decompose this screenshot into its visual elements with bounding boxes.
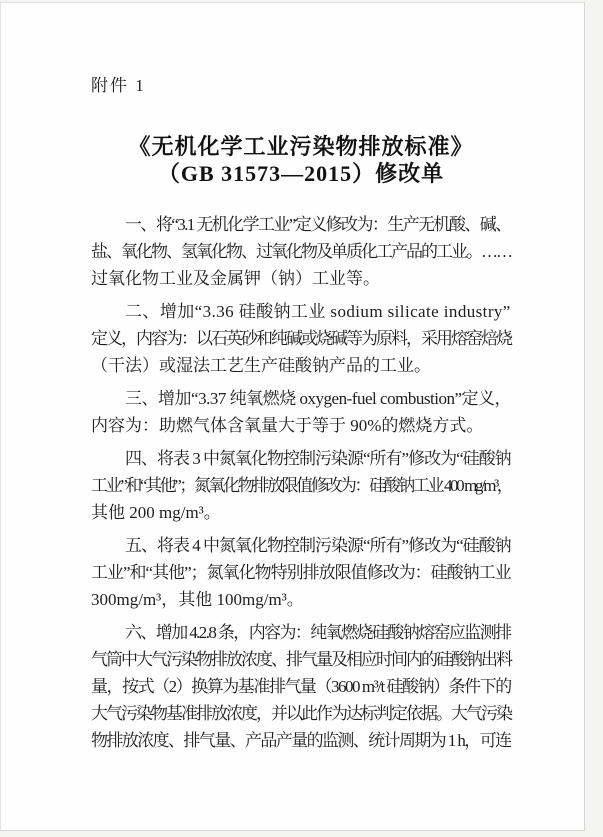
text-line: 工业”和“其他”；氮氧化物特别排放限值修改为：硅酸钠工业: [91, 563, 511, 582]
text-line: 六、增加 4.2.8 条，内容为：纯氧燃烧硅酸钠熔窑应监测排: [125, 623, 511, 642]
text-line: 盐、氧化物、氢氧化物、过氧化物及单质化工产品的工业。……: [91, 242, 511, 261]
text-line: 量，按式（2）换算为基准排气量（3600 m³/t 硅酸钠）条件下的: [91, 677, 511, 696]
text-line: 工业”和“其他”；氮氧化物排放限值修改为：硅酸钠工业 400 mg/m³，: [91, 476, 512, 495]
text-line: （干法）或湿法工艺生产硅酸钠产品的工业。: [91, 356, 431, 375]
document-title: [91, 133, 511, 187]
text-line: 二、增加“3.36 硅酸钠工业 sodium silicate industry”: [125, 302, 511, 321]
attachment-label: 附件 1: [91, 76, 146, 95]
document-title-line-2: （GB 31573—2015）修改单: [157, 161, 445, 186]
paragraph-1: [91, 211, 511, 292]
text-line: 定义，内容为：以石英砂和纯碱或烧碱等为原料，采用熔窑焙烧: [91, 329, 511, 348]
text-line: 四、将表 3 中氮氧化物控制污染源“所有”修改为“硅酸钠: [125, 449, 511, 468]
text-line: 五、将表 4 中氮氧化物控制污染源“所有”修改为“硅酸钠: [125, 536, 511, 555]
text-line: 内容为：助燃气体含氧量大于等于 90%的燃烧方式。: [91, 416, 484, 435]
text-line: 其他 200 mg/m³。: [91, 503, 221, 522]
text-line: 气筒中大气污染物排放浓度、排气量及相应时间内的硅酸钠出料: [91, 650, 511, 669]
text-line: 一、将“3.1 无机化学工业”定义修改为：生产无机酸、碱、: [125, 215, 511, 234]
text-line: 过氧化物工业及金属钾（钠）工业等。: [91, 269, 380, 288]
text-line: 大气污染物基准排放浓度，并以此作为达标判定依据。大气污染: [91, 704, 511, 723]
paragraph-2: [91, 298, 511, 379]
text-line: 三、增加“3.37 纯氧燃烧 oxygen-fuel combustion”定义，: [125, 389, 512, 408]
paragraph-5: [91, 532, 511, 613]
document-page: [0, 2, 585, 831]
paragraph-3: [91, 385, 511, 439]
paragraph-6: [91, 619, 511, 754]
text-line: 300mg/m³，其他 100mg/m³。: [91, 590, 304, 609]
text-line: 物排放浓度、排气量、产品产量的监测、统计周期为 1 h，可连: [91, 731, 511, 750]
document-title-line-1: 《无机化学工业污染物排放标准》: [128, 134, 474, 159]
document-content: [91, 75, 511, 754]
paragraph-4: [91, 445, 511, 526]
document-body: [91, 211, 511, 754]
